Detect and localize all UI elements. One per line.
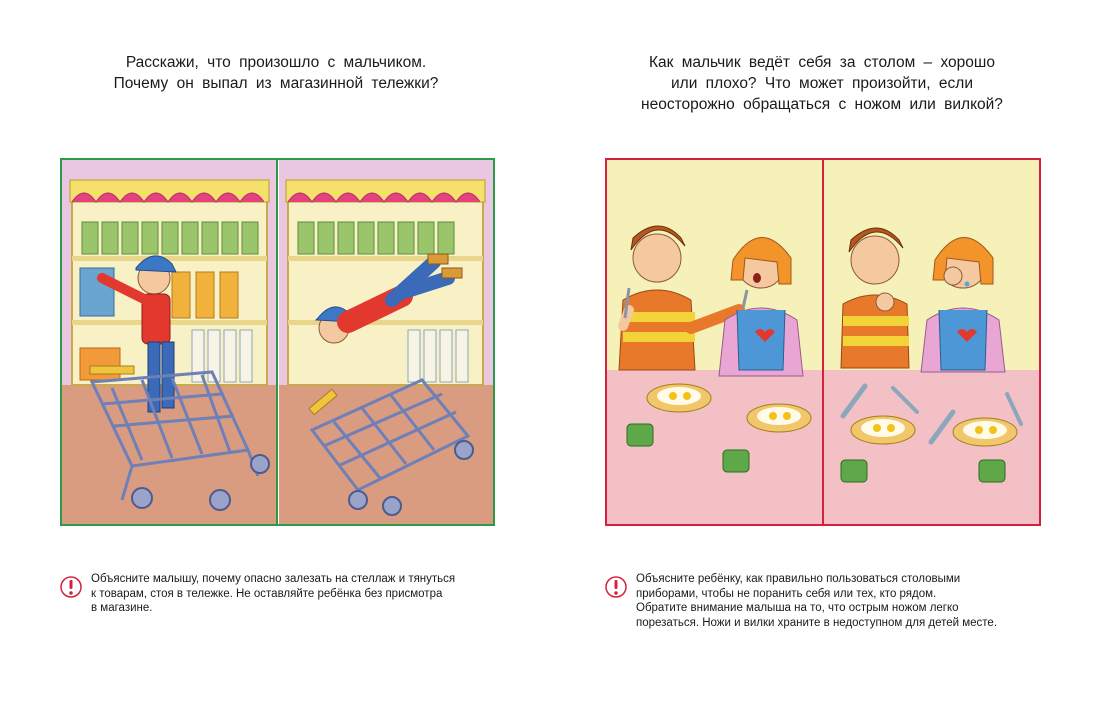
table-manners-illustration: [605, 158, 1041, 526]
left-note-line-1: Объясните малышу, почему опасно залезать на стеллаж и тянуться: [91, 573, 456, 585]
left-question-line-1: Расскажи, что произошло с мальчиком.: [125, 54, 427, 71]
left-question-line-2: Почему он выпал из магазинной тележки?: [113, 75, 439, 92]
right-note-line-1: Объясните ребёнку, как правильно пользоваться столовыми: [636, 573, 961, 585]
right-note-line-3: Обратите внимание малыша на то, что острым ножом легко: [636, 602, 959, 614]
shopping-cart-illustration: [60, 158, 495, 526]
left-note-line-3: в магазине.: [91, 602, 153, 614]
table-panel-after: [824, 160, 1039, 524]
table-manners-scene: [607, 160, 1039, 524]
right-question-line-3: неосторожно обращаться с ножом или вилкой?: [641, 96, 1003, 113]
right-question-line-1: Как мальчик ведёт себя за столом – хорошо: [649, 54, 995, 71]
cart-panel-after: [279, 160, 493, 524]
right-question-line-2: или плохо? Что может произойти, если: [671, 75, 973, 92]
right-note-line-2: приборами, чтобы не поранить себя или тех, кто рядом.: [636, 587, 937, 600]
parent-warning-icon: [605, 574, 627, 600]
cart-panel-before: [62, 160, 277, 524]
table-panel-before: [607, 160, 822, 524]
parent-warning-icon: [60, 574, 82, 600]
left-note-line-2: к товарам, стоя в тележке. Не оставляйте ребёнка без присмотра: [91, 587, 443, 600]
left-note-text: [91, 572, 455, 616]
shopping-cart-scene: [62, 160, 493, 524]
right-note-text: [636, 572, 997, 630]
right-question: [606, 52, 1038, 115]
right-note-line-4: порезаться. Ножи и вилки храните в недоступном для детей месте.: [636, 616, 998, 629]
left-question: [60, 52, 492, 94]
